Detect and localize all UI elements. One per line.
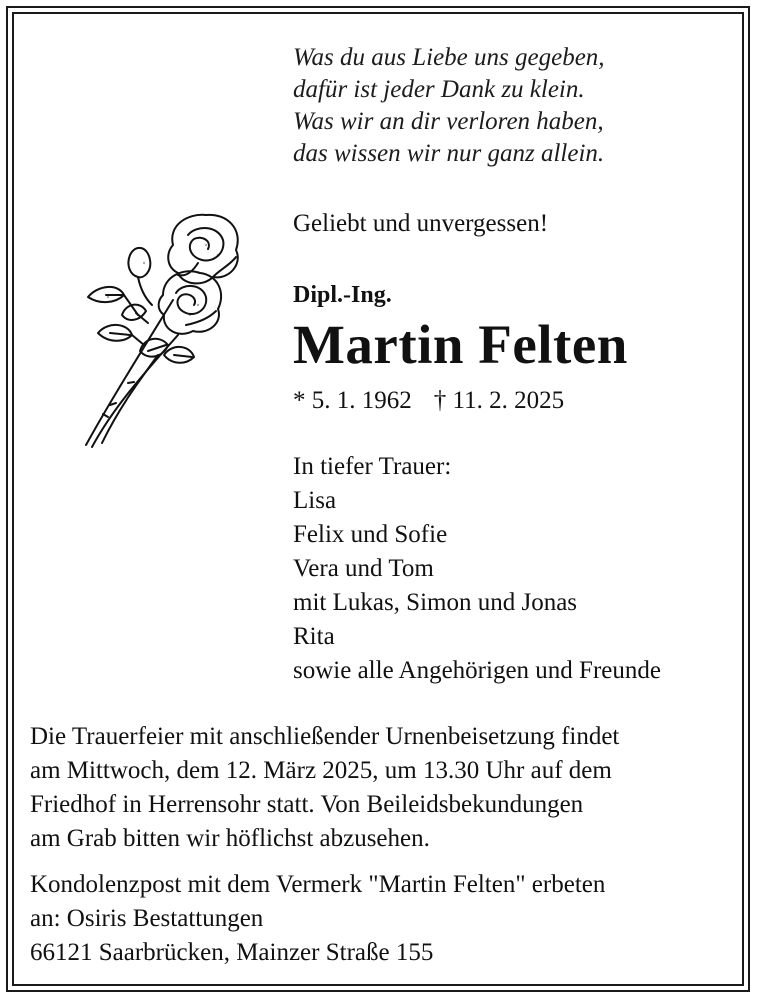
notice-line: Die Trauerfeier mit anschließender Urnenbeisetzung findet [30,723,620,750]
funeral-notice [30,720,740,856]
motto: Geliebt und unvergessen! [293,210,549,237]
mourners-heading: In tiefer Trauer: [293,453,452,480]
mourner-name: mit Lukas, Simon und Jonas [293,589,578,616]
notice-line: am Grab bitten wir höflichst abzusehen. [30,825,430,852]
contact-line: an: Osiris Bestattungen [30,905,264,932]
death-date: † 11. 2. 2025 [433,387,565,414]
mourner-name: sowie alle Angehörigen und Freunde [293,657,661,684]
mourners-list [293,450,661,688]
life-dates [293,384,564,418]
rose-icon [78,205,248,455]
mourner-name: Vera und Tom [293,555,434,582]
contact-line: 66121 Saarbrücken, Mainzer Straße 155 [30,939,434,966]
academic-title: Dipl.-Ing. [293,282,392,308]
mourner-name: Lisa [293,487,337,514]
mourner-name: Rita [293,623,335,650]
notice-line: am Mittwoch, dem 12. März 2025, um 13.30 Uhr auf dem [30,757,612,784]
deceased-name: Martin Felten [293,314,628,375]
notice-line: Friedhof in Herrensohr statt. Von Beileidsbekundungen [30,791,584,818]
birth-date: * 5. 1. 1962 [293,387,412,414]
poem [293,42,733,170]
condolence-address [30,868,740,970]
poem-line: das wissen wir nur ganz allein. [293,140,605,167]
contact-line: Kondolenzpost mit dem Vermerk "Martin Felten" erbeten [30,871,606,898]
poem-line: Was du aus Liebe uns gegeben, [293,44,605,71]
poem-line: Was wir an dir verloren haben, [293,108,604,135]
mourner-name: Felix und Sofie [293,521,448,548]
poem-line: dafür ist jeder Dank zu klein. [293,76,585,103]
